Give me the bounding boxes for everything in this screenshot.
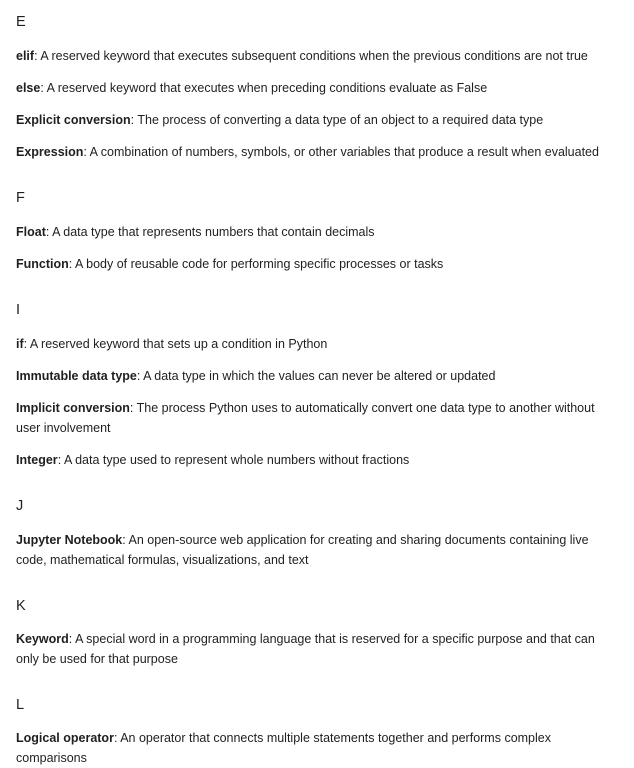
section-letter-f: F (16, 190, 25, 206)
glossary-entry-else: else: A reserved keyword that executes when preceding conditions evaluate as False (16, 81, 488, 95)
glossary-entry-function: Function: A body of reusable code for performing specific processes or tasks (16, 257, 444, 271)
definition: An operator that connects multiple statements together and performs complex comparisons (16, 731, 551, 765)
glossary-entry-explicit-conversion: Explicit conversion: The process of converting a data type of an object to a required data type (16, 113, 544, 127)
term: if (16, 337, 24, 351)
glossary-entry-logical-operator: Logical operator: An operator that connects multiple statements together and performs complex comparisons (16, 731, 551, 765)
section-letter-l: L (16, 697, 25, 713)
glossary-entry-expression: Expression: A combination of numbers, symbols, or other variables that produce a result when evaluated (16, 145, 599, 159)
definition: The process of converting a data type of an object to a required data type (137, 113, 544, 127)
term: Implicit conversion (16, 401, 130, 415)
term: Integer (16, 453, 58, 467)
glossary-entry-implicit-conversion: Implicit conversion: The process Python uses to automatically convert one data type to another without user involvement (16, 401, 595, 435)
definition: The process Python uses to automatically convert one data type to another without user involvement (16, 401, 595, 435)
definition: A special word in a programming language that is reserved for a specific purpose and that can only be used for that purpose (16, 632, 595, 666)
term: Function (16, 257, 69, 271)
definition: A reserved keyword that executes when preceding conditions evaluate as False (46, 81, 488, 95)
term: Logical operator (16, 731, 114, 745)
glossary-entry-float: Float: A data type that represents numbers that contain decimals (16, 225, 375, 239)
section-letter-k: K (16, 598, 26, 614)
term: Jupyter Notebook (16, 533, 123, 547)
definition: A data type used to represent whole numbers without fractions (63, 453, 410, 467)
term: elif (16, 49, 35, 63)
term: Immutable data type (16, 369, 137, 383)
glossary-entry-if: if: A reserved keyword that sets up a condition in Python (16, 337, 328, 351)
section-letter-j: J (16, 498, 24, 514)
term: Explicit conversion (16, 113, 131, 127)
term: Float (16, 225, 46, 239)
definition: A reserved keyword that executes subsequent conditions when the previous conditions are not true (40, 49, 588, 63)
glossary-entry-keyword: Keyword: A special word in a programming language that is reserved for a specific purpose and that can only be used for that purpose (16, 632, 595, 666)
definition: A body of reusable code for performing specific processes or tasks (75, 257, 444, 271)
term: Expression (16, 145, 84, 159)
section-letter-i: I (16, 302, 21, 318)
glossary-entry-immutable-data-type: Immutable data type: A data type in which the values can never be altered or updated (16, 369, 496, 383)
definition: A data type that represents numbers that contain decimals (52, 225, 375, 239)
definition: A combination of numbers, symbols, or other variables that produce a result when evaluated (89, 145, 599, 159)
glossary-entry-integer: Integer: A data type used to represent whole numbers without fractions (16, 453, 410, 467)
term: else (16, 81, 41, 95)
definition: A reserved keyword that sets up a condition in Python (29, 337, 328, 351)
term: Keyword (16, 632, 69, 646)
glossary-entry-jupyter-notebook: Jupyter Notebook: An open-source web application for creating and sharing documents containing live code, mathematical formulas, visualizations, and text (16, 533, 589, 567)
glossary-entry-elif: elif: A reserved keyword that executes subsequent conditions when the previous conditions are not true (16, 49, 588, 63)
definition: A data type in which the values can never be altered or updated (143, 369, 496, 383)
section-letter-e: E (16, 14, 26, 30)
definition: An open-source web application for creating and sharing documents containing live code, mathematical formulas, visualizations, and text (16, 533, 589, 567)
